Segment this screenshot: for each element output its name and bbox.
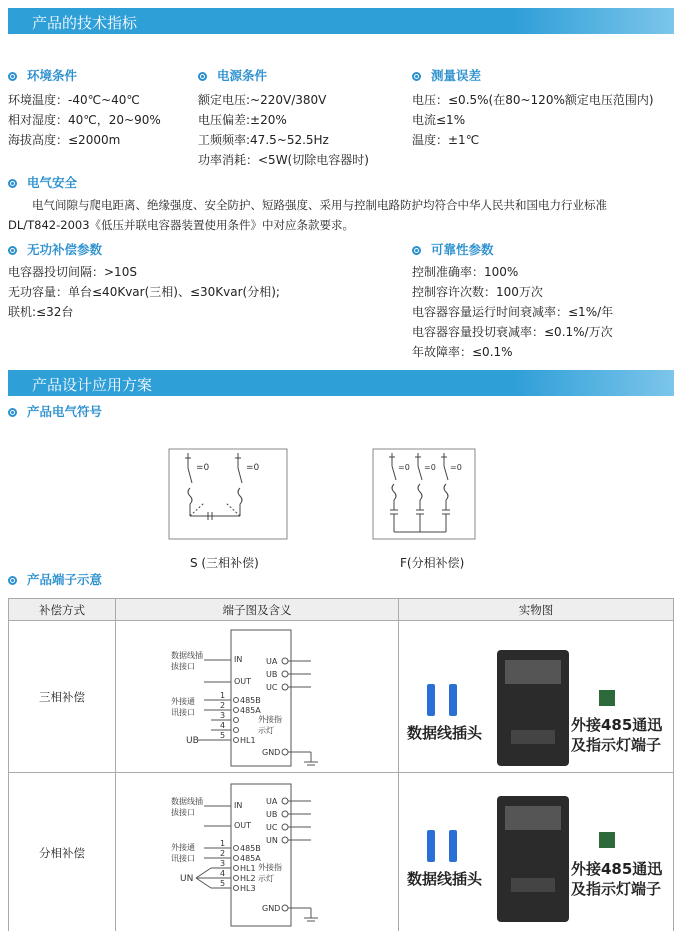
terminal-diagram-split-phase [116, 774, 398, 931]
photo-area [399, 622, 673, 772]
pin-number: 2 [220, 700, 226, 710]
section-title: 产品的技术指标 [32, 14, 138, 32]
in-pin: IN [234, 800, 243, 810]
power-line: 电压偏差:±20% [198, 113, 287, 127]
power-block [198, 66, 408, 170]
pin-number: 1 [220, 690, 226, 700]
pin-number: 5 [220, 878, 226, 888]
table-header: 实物图 [399, 599, 674, 621]
terminal-diagram-three-phase [116, 622, 398, 772]
bullet-icon [198, 72, 207, 81]
symbol-label: =0 [196, 463, 210, 473]
symbol-split-phase-diagram [372, 448, 476, 540]
bullet-icon [8, 408, 17, 417]
power-title: 电源条件 [217, 68, 268, 83]
reactive-title: 无功补偿参数 [27, 242, 103, 257]
device-terminals [505, 806, 561, 830]
pin-number: 2 [220, 848, 226, 858]
comp-mode: 三相补偿 [9, 621, 116, 773]
pin-name: 485B [240, 843, 261, 853]
photo-label-terminal: 及指示灯端子 [571, 735, 662, 754]
table-header-row [9, 599, 674, 621]
section-banner-specs [8, 8, 674, 34]
device-port [511, 730, 555, 744]
caption-split-phase: F(分相补偿) [400, 556, 465, 570]
measure-line: 温度：±1℃ [412, 133, 480, 147]
terminal-block-icon [599, 690, 615, 706]
symbol-label: =0 [424, 463, 436, 472]
measure-line: 电流≤1% [412, 113, 466, 127]
in-label: 拔接口 [171, 661, 195, 671]
in-pin: IN [234, 654, 243, 664]
comm-label: 讯接口 [171, 853, 195, 863]
section-banner-application [8, 370, 674, 396]
measure-line: 电压：≤0.5%(在80~120%额定电压范围内) [412, 93, 654, 107]
photo-label-plug: 数据线插头 [407, 723, 483, 742]
comp-mode: 分相补偿 [9, 773, 116, 931]
symbol-label: =0 [398, 463, 410, 472]
out-pin: OUT [234, 820, 252, 830]
reactive-line: 联机:≤32台 [8, 305, 74, 319]
symbol-heading [8, 402, 102, 422]
env-line: 海拔高度：≤2000m [8, 133, 121, 147]
terminal-diagram-cell [116, 621, 399, 773]
reliability-line: 年故障率：≤0.1% [412, 345, 513, 359]
gnd-pin: GND [262, 903, 281, 913]
in-label: 数据线插 [171, 650, 203, 660]
symbol-label: =0 [450, 463, 462, 472]
ind-label: 示灯 [258, 873, 274, 883]
env-block [8, 66, 198, 150]
device-terminals [505, 660, 561, 684]
banner-gradient-strip [514, 8, 674, 34]
photo-cell [399, 773, 674, 931]
section-title: 产品设计应用方案 [32, 376, 153, 394]
device-photo [497, 650, 569, 766]
power-line: 工频频率:47.5~52.5Hz [198, 133, 329, 147]
comm-label: 讯接口 [171, 707, 195, 717]
power-line: 额定电压:~220V/380V [198, 93, 327, 107]
reactive-line: 无功容量：单台≤40Kvar(三相)、≤30Kvar(分相); [8, 285, 280, 299]
reliability-title: 可靠性参数 [431, 242, 494, 257]
measure-title: 测量误差 [431, 68, 482, 83]
reliability-line: 控制准确率：100% [412, 265, 519, 279]
connector-icon [449, 830, 457, 862]
pin-name: 485A [240, 705, 261, 715]
reactive-line: 电容器投切间隔：>10S [8, 265, 137, 279]
reactive-block [8, 240, 388, 322]
comm-label: 外接通 [171, 842, 195, 852]
pin-name: 485B [240, 695, 261, 705]
pin-number: 1 [220, 838, 226, 848]
right-pin: UA [266, 796, 278, 806]
right-pin: UC [266, 682, 278, 692]
pin-name: HL1 [240, 735, 256, 745]
out-pin: OUT [234, 676, 252, 686]
right-pin: UB [266, 809, 278, 819]
photo-label-plug: 数据线插头 [407, 869, 483, 888]
env-title: 环境条件 [27, 68, 78, 83]
bullet-icon [8, 72, 17, 81]
safety-heading [8, 173, 77, 193]
terminal-title: 产品端子示意 [27, 572, 103, 587]
symbol-label: =0 [246, 463, 260, 473]
device-photo [497, 796, 569, 922]
reliability-block [412, 240, 674, 362]
photo-label-terminal: 及指示灯端子 [571, 879, 662, 898]
photo-label-terminal: 外接485通迅 [571, 859, 663, 878]
env-line: 环境温度：-40℃~40℃ [8, 93, 140, 107]
right-pin: UN [266, 835, 278, 845]
connector-icon [427, 684, 435, 716]
photo-label-terminal: 外接485通迅 [571, 715, 663, 734]
power-line: 功率消耗：<5W(切除电容器时) [198, 153, 369, 167]
symbol-three-phase-diagram [168, 448, 288, 540]
bullet-icon [8, 246, 17, 255]
connector-icon [427, 830, 435, 862]
table-header: 端子图及含义 [116, 599, 399, 621]
in-label: 数据线插 [171, 796, 203, 806]
safety-line: DL/T842-2003《低压并联电容器装置使用条件》中对应条款要求。 [8, 218, 355, 232]
symbol-title: 产品电气符号 [27, 404, 103, 419]
right-pin: UB [266, 669, 278, 679]
safety-title: 电气安全 [27, 175, 78, 190]
ind-label: 外接指 [258, 862, 282, 872]
bullet-icon [412, 246, 421, 255]
terminal-table [8, 598, 674, 931]
bullet-icon [8, 179, 17, 188]
pin-name: HL1 [240, 863, 256, 873]
safety-paragraph [8, 195, 672, 235]
pin-number: 4 [220, 720, 226, 730]
reliability-line: 电容器容量投切衰减率：≤0.1%/万次 [412, 325, 613, 339]
measure-block [412, 66, 674, 150]
env-line: 相对湿度：40℃，20~90% [8, 113, 161, 127]
terminal-diagram-cell [116, 773, 399, 931]
comm-label: 外接通 [171, 696, 195, 706]
pin-name: HL3 [240, 883, 256, 893]
right-pin: UC [266, 822, 278, 832]
pin-number: 5 [220, 730, 226, 740]
right-pin: UA [266, 656, 278, 666]
pin-number: 3 [220, 710, 226, 720]
reliability-line: 电容器容量运行时间衰减率：≤1%/年 [412, 305, 614, 319]
pin-name: HL2 [240, 873, 256, 883]
device-port [511, 878, 555, 892]
in-label: 拔接口 [171, 807, 195, 817]
table-row [9, 773, 674, 931]
terminal-heading [8, 570, 102, 590]
ind-label: 外接指 [258, 714, 282, 724]
gnd-pin: GND [262, 747, 281, 757]
pin-number: 3 [220, 858, 226, 868]
banner-gradient-strip [514, 370, 674, 396]
feed-label: UB [186, 735, 199, 746]
terminal-block-icon [599, 832, 615, 848]
pin-number: 4 [220, 868, 226, 878]
photo-area [399, 774, 673, 931]
safety-line: 电气间隙与爬电距离、绝缘强度、安全防护、短路强度、采用与控制电路防护均符合中华人民共和国电力行业标准 [32, 198, 607, 212]
bullet-icon [8, 576, 17, 585]
ind-label: 示灯 [258, 725, 274, 735]
feed-label: UN [180, 873, 194, 884]
bullet-icon [412, 72, 421, 81]
connector-icon [449, 684, 457, 716]
caption-three-phase: S (三相补偿) [190, 556, 259, 570]
reliability-line: 控制容许次数：100万次 [412, 285, 543, 299]
table-row [9, 621, 674, 773]
table-header: 补偿方式 [9, 599, 116, 621]
photo-cell [399, 621, 674, 773]
pin-name: 485A [240, 853, 261, 863]
